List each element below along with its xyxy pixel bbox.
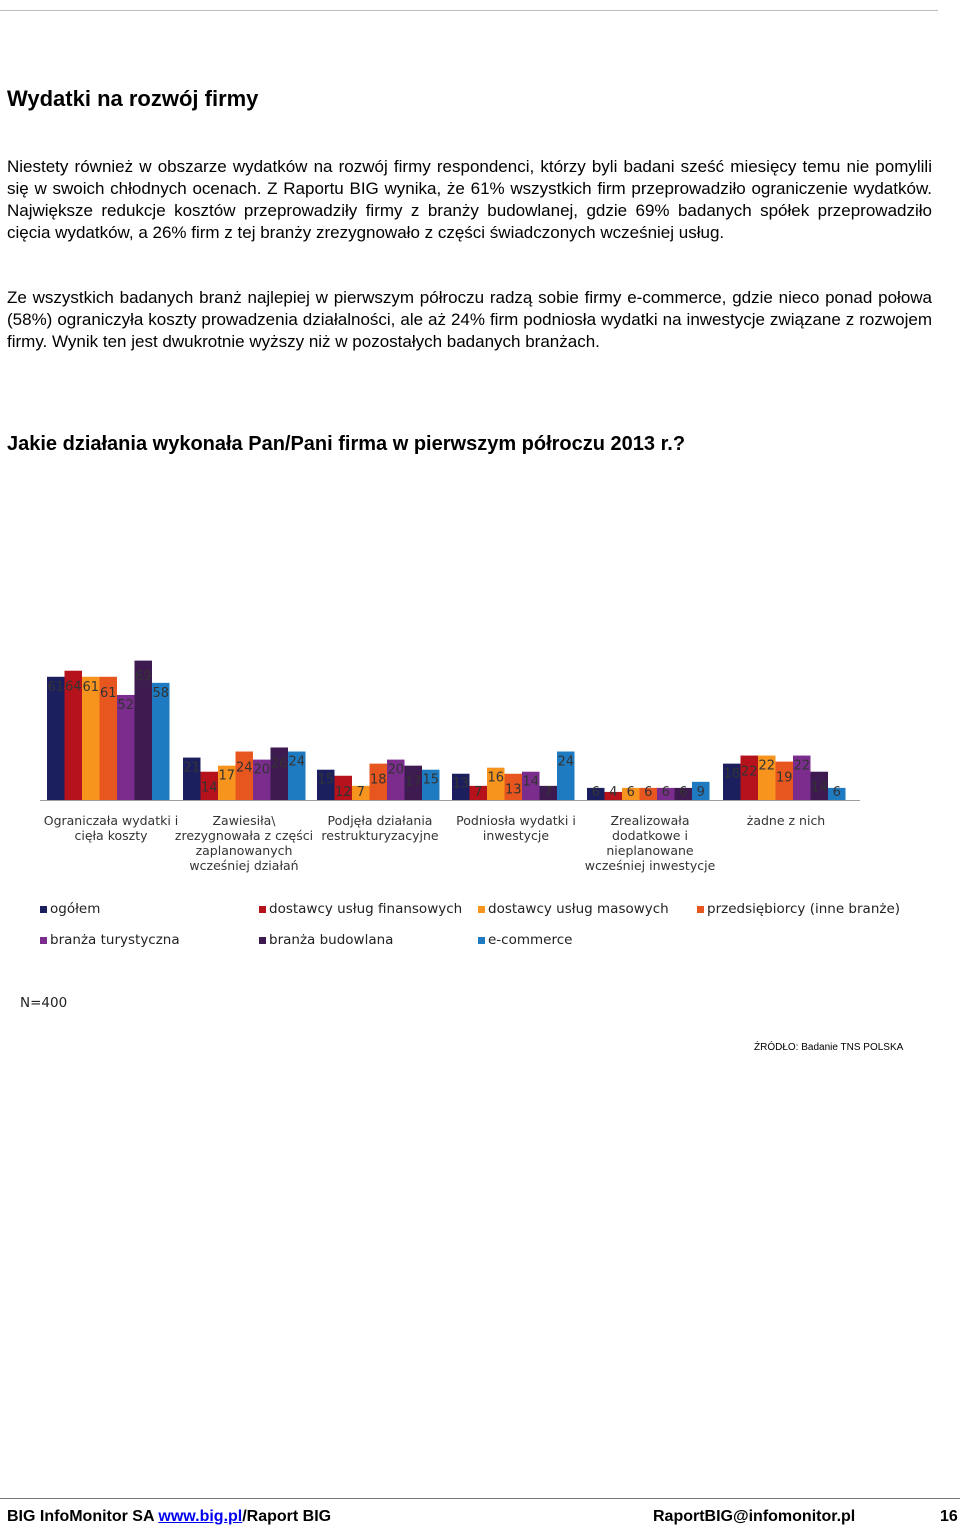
paragraph-1: Niestety również w obszarze wydatków na rozwój firmy respondenci, którzy byli badani sześć miesięcy temu nie pomylili się w swoich chłodnych ocenach. Z Raportu BIG wynika, że 61% wszystkich firm przeprowadziło ograniczenie wydatków. Największe redukcje kosztów przeprowadziły firmy z branży budowlanej, gdzie 69% badanych spółek przeprowadziło cięcia wydatków, a 26% firm z tej branży zrezygnowało z części świadczonych wcześniej usług.	[7, 157, 932, 242]
legend-item-masowe	[478, 901, 669, 917]
category-label: Podniosła wydatki i inwestycje	[456, 813, 576, 843]
source-note: ŹRÓDŁO: Badanie TNS POLSKA	[754, 1042, 904, 1053]
category-label: żadne z nich	[746, 813, 826, 828]
data-label: 6	[644, 785, 653, 800]
data-label: 6	[832, 785, 841, 800]
data-label: 7	[544, 785, 553, 800]
data-label: 24	[288, 754, 306, 770]
data-label: 13	[504, 782, 522, 798]
legend-label: przedsiębiorcy (inne branże)	[707, 901, 901, 917]
top-divider	[0, 10, 938, 11]
data-label: 24	[235, 760, 253, 776]
footer-divider	[0, 1498, 960, 1499]
bar	[82, 677, 100, 800]
data-label: 52	[117, 697, 135, 713]
data-label: 15	[317, 772, 335, 788]
data-label: 17	[218, 768, 236, 784]
data-label: 12	[334, 784, 352, 800]
data-label: 15	[422, 772, 440, 788]
legend-label: branża turystyczna	[50, 932, 180, 948]
data-label: 18	[369, 772, 387, 788]
data-label: 17	[404, 774, 422, 790]
legend-swatch	[40, 937, 47, 944]
data-label: 16	[487, 770, 505, 786]
legend-item-inne	[697, 901, 900, 917]
data-label: 61	[47, 679, 65, 695]
legend-label: ogółem	[50, 901, 101, 917]
legend-label: branża budowlana	[269, 932, 394, 948]
legend-swatch	[478, 937, 485, 944]
data-label: 6	[661, 785, 670, 800]
legend-item-turystyczna	[40, 932, 180, 948]
data-label: 9	[696, 785, 705, 800]
data-label: 7	[474, 785, 483, 800]
legend-swatch	[40, 906, 47, 913]
legend-item-budowlana	[259, 932, 393, 948]
bar-chart	[0, 620, 960, 820]
data-label: 22	[758, 758, 776, 774]
data-label: 61	[99, 685, 117, 701]
data-label: 7	[356, 785, 365, 800]
sample-size-note: N=400	[20, 995, 68, 1011]
data-label: 14	[522, 774, 540, 790]
footer-email[interactable]: RaportBIG@infomonitor.pl	[653, 1508, 856, 1525]
legend-item-ogolem	[40, 901, 100, 917]
legend-label: dostawcy usług finansowych	[269, 901, 463, 917]
page-heading: Wydatki na rozwój firmy	[7, 86, 259, 111]
data-label: 69	[134, 669, 152, 685]
footer-link-suffix: /Raport BIG	[242, 1508, 332, 1525]
footer-company: BIG InfoMonitor SA	[7, 1508, 154, 1525]
data-label: 26	[270, 756, 288, 772]
data-label: 14	[200, 780, 218, 796]
category-label: Zawiesiła\ zrezygnowała z części zaplanowanych wcześniej działań	[174, 813, 314, 873]
legend-swatch	[478, 906, 485, 913]
data-label: 24	[557, 754, 575, 770]
data-label: 18	[723, 766, 741, 782]
bar	[271, 747, 289, 800]
data-label: 22	[740, 764, 758, 780]
data-label: 61	[82, 679, 100, 695]
data-label: 64	[64, 679, 82, 695]
legend-item-finansowe	[259, 901, 462, 917]
paragraph-2: Ze wszystkich badanych branż najlepiej w pierwszym półroczu radzą sobie firmy e-commerce, gdzie nieco ponad połowa (58%) ograniczyła koszty prowadzenia działalności, ale aż 24% firm podniosła wydatki na inwestycje związane z rozwojem firmy. Wynik ten jest dwukrotnie wyższy niż w pozostałych badanych branżach.	[7, 288, 932, 351]
legend-swatch	[259, 906, 266, 913]
data-label: 58	[152, 685, 170, 701]
data-label: 4	[609, 785, 618, 800]
category-label: Ograniczała wydatki i cięła koszty	[43, 813, 179, 843]
chart-question: Jakie działania wykonała Pan/Pani firma w pierwszym półroczu 2013 r.?	[7, 433, 686, 455]
footer-page-number: 16	[940, 1508, 958, 1525]
data-label: 21	[183, 760, 201, 776]
bar	[47, 677, 65, 800]
legend-swatch	[259, 937, 266, 944]
category-label: Zrealizowała dodatkowe i nieplanowane wcześniej inwestycje	[584, 813, 716, 873]
category-label: Podjęła działania restrukturyzacyjne	[321, 813, 439, 843]
data-label: 6	[591, 785, 600, 800]
legend-label: dostawcy usług masowych	[488, 901, 669, 917]
data-label: 19	[775, 770, 793, 786]
data-label: 20	[253, 762, 271, 778]
bar	[236, 752, 254, 800]
data-label: 22	[793, 758, 811, 774]
data-label: 14	[810, 780, 828, 796]
data-label: 6	[679, 785, 688, 800]
footer-link[interactable]: www.big.pl	[158, 1508, 243, 1525]
legend-swatch	[697, 906, 704, 913]
data-label: 13	[452, 776, 470, 792]
legend-item-ecommerce	[478, 932, 572, 948]
data-label: 6	[626, 785, 635, 800]
data-label: 20	[387, 762, 405, 778]
footer-company-line	[7, 1508, 331, 1526]
legend-label: e-commerce	[488, 932, 573, 948]
